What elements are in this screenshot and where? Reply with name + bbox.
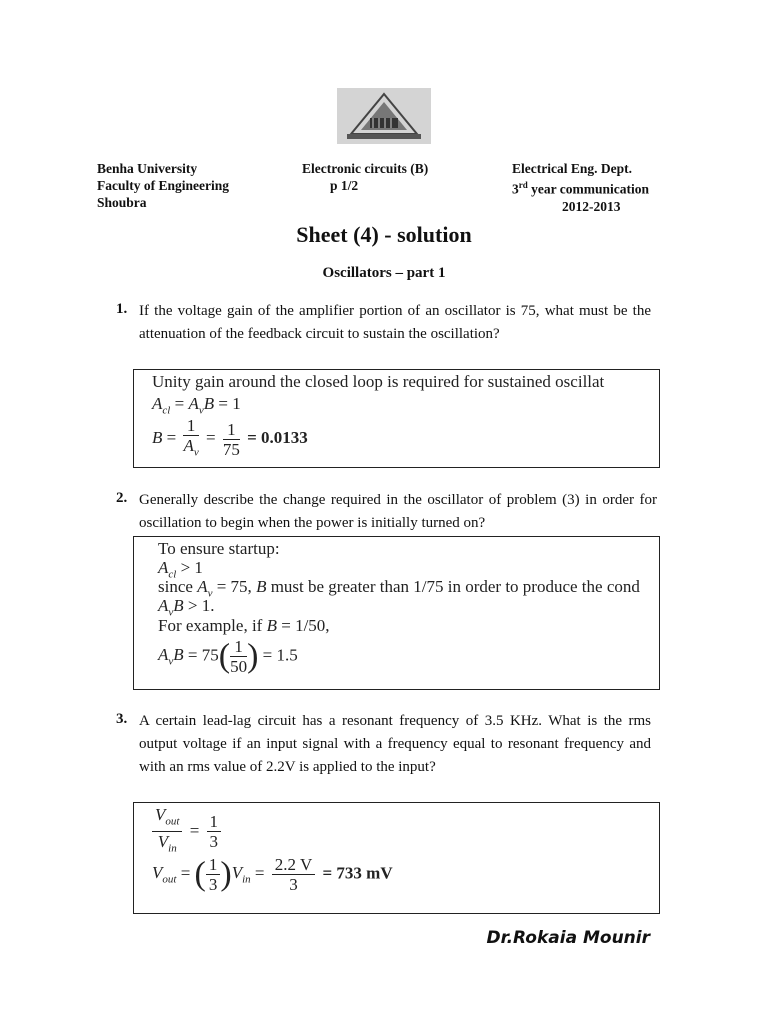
question-1-number: 1.: [116, 301, 128, 317]
question-3-number: 3.: [116, 711, 128, 727]
header-right: [512, 160, 649, 215]
faculty-name: Faculty of Engineering: [97, 178, 229, 193]
question-2-text: Generally describe the change required in the oscillator of problem (3) in order for oscillation to begin when the power is initially turned on?: [139, 492, 657, 531]
university-logo: [337, 88, 431, 144]
answer-1-line-1: Unity gain around the closed loop is required for sustained oscillat: [152, 372, 605, 391]
question-1-text: If the voltage gain of the amplifier portion of an oscillator is 75, what must be the attenuation of the feedback circuit to sustain the oscillation?: [139, 303, 651, 342]
answer-box-3: [133, 802, 660, 914]
answer-1-equation-1: $A_{cl} = A_vB = 1$: [152, 394, 241, 417]
question-3-text: A certain lead-lag circuit has a resonant frequency of 3.5 KHz. What is the rms output voltage if an input signal with a frequency equal to resonant frequency and with an rms value of 2.2V is applied to the input?: [139, 713, 651, 775]
header-center: [302, 160, 428, 194]
answer-3-equation-1: $\frac{V_{out}}{V_{in}}$ = $\frac{1}{3}$: [152, 805, 224, 859]
academic-year: 2012-2013: [562, 198, 621, 214]
answer-2-line-4: $A_vB > 1$.: [158, 596, 215, 619]
author-signature: Dr.Rokaia Mounir: [486, 928, 650, 948]
answer-2-equation: $A_vB = 75$( $\frac{1}{50}$ ) = 1.5: [158, 637, 298, 676]
year-label: 3rd year communication: [512, 180, 649, 197]
answer-box-2: [133, 536, 660, 690]
university-name: Benha University: [97, 161, 198, 176]
question-2-number: 2.: [116, 490, 128, 506]
header-left: [97, 160, 229, 211]
answer-1-equation-2: B = $\frac{1}{A_v}$ = $\frac{1}{75}$ = 0.0133: [152, 416, 308, 459]
answer-2-line-3: since $A_v = 75$, B must be greater than 1/75 in order to produce the cond: [158, 577, 640, 600]
department-name: Electrical Eng. Dept.: [512, 161, 632, 176]
answer-3-equation-2: $V_{out}$ = ( $\frac{1}{3}$ )$V_{in}$ = $\frac{2.2 V}{3}$ = 733 mV: [152, 855, 393, 894]
sheet-subtitle: Oscillators – part 1: [322, 265, 446, 281]
answer-box-1: [133, 369, 660, 468]
course-name: Electronic circuits (B): [302, 161, 429, 176]
answer-2-line-5: For example, if B = 1/50,: [158, 616, 330, 635]
answer-2-line-1: To ensure startup:: [158, 539, 280, 558]
answer-2-line-2: $A_{cl} > 1$: [158, 558, 203, 581]
page-number: p 1/2: [330, 178, 359, 193]
campus-name: Shoubra: [97, 195, 147, 210]
sheet-title: Sheet (4) - solution: [296, 222, 472, 247]
